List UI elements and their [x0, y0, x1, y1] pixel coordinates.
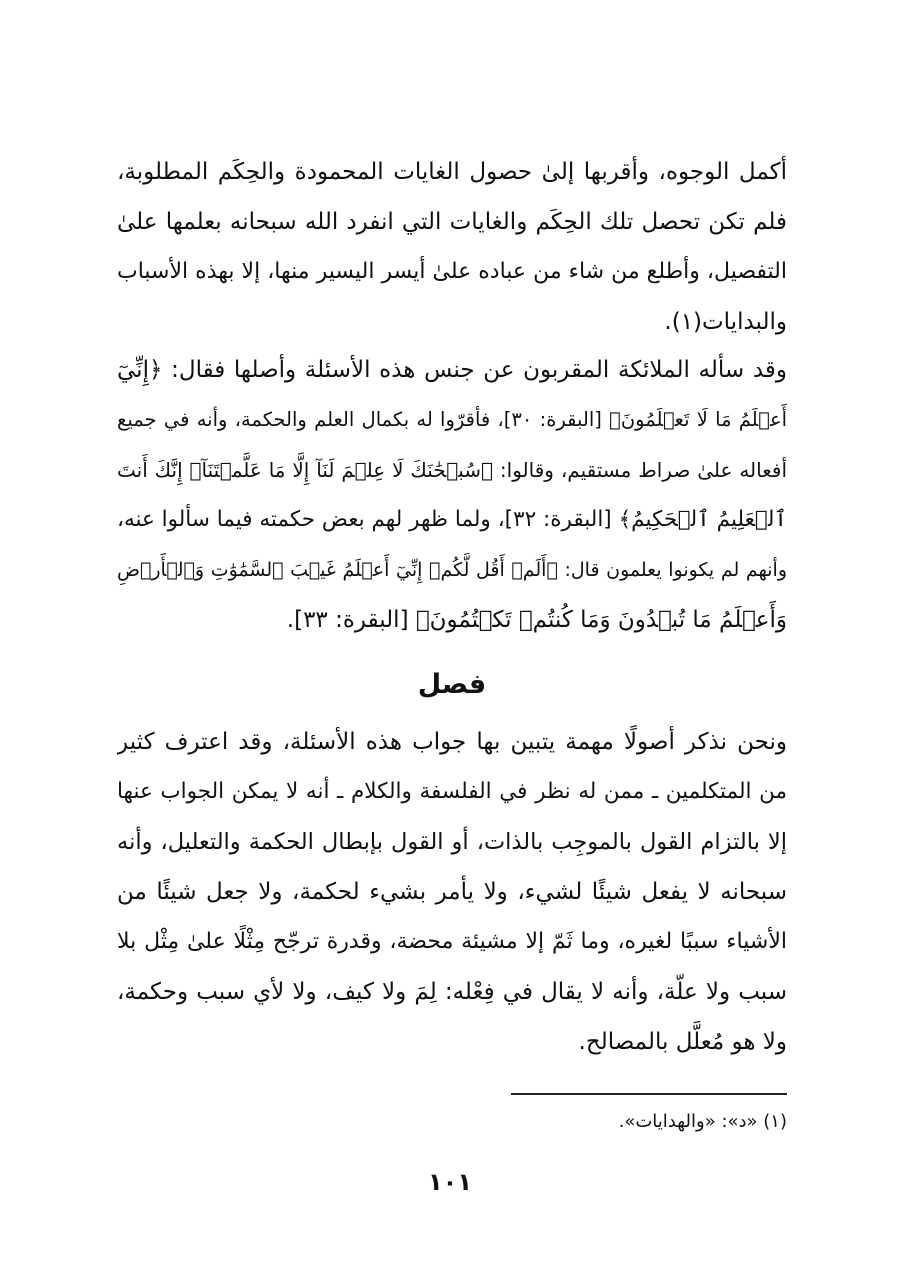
paragraph-3-line: سبحانه لا يفعل شيئًا لشيء، ولا يأمر بشيء لحكمة، ولا جعل شيئًا من [117, 879, 787, 905]
paragraph-2-line: وَأَعۡلَمُ مَا تُبۡدُونَ وَمَا كُنتُمۡ تَكۡتُمُونَ﴾ [البقرة: ٣٣]. [286, 607, 787, 633]
paragraph-3-line: ولا هو مُعلَّل بالمصالح. [578, 1029, 787, 1055]
paragraph-3-line: ونحن نذكر أصولًا مهمة يتبين بها جواب هذه الأسئلة، وقد اعترف كثير [117, 729, 787, 755]
paragraph-2-line: ٱلۡعَلِيمُ ٱلۡحَكِيمُ﴾ [البقرة: ٣٢]، ولما ظهر لهم بعض حكمته فيما سألوا عنه، [117, 507, 787, 532]
paragraph-1-line: فلم تكن تحصل تلك الحِكَم والغايات التي انفرد الله سبحانه بعلمها علىٰ [117, 209, 787, 235]
footnote: (١) «د»: «والهدايات». [618, 1111, 787, 1132]
section-heading: فصل [417, 669, 487, 700]
paragraph-3-line: إلا بالتزام القول بالموجِب بالذات، أو القول بإبطال الحكمة والتعليل، وأنه [117, 829, 787, 855]
paragraph-1-line: والبدايات(١). [664, 309, 787, 335]
page-number: ١٠١ [428, 1168, 472, 1196]
paragraph-1-line: التفصيل، وأطلع من شاء من عباده علىٰ أيسر اليسير منها، إلا بهذه الأسباب [117, 259, 787, 284]
paragraph-2-line: وأنهم لم يكونوا يعلمون قال: ﴿أَلَمۡ أَقُل لَّكُمۡ إِنِّيٓ أَعۡلَمُ غَيۡبَ ٱلسَّمَٰوَٰتِ وَٱلۡأَرۡضِ [117, 559, 787, 581]
paragraph-2-line: أَعۡلَمُ مَا لَا تَعۡلَمُونَ﴾ [البقرة: ٣٠]، فأقرّوا له بكمال العلم والحكمة، وأنه في جميع [117, 408, 787, 431]
paragraph-3 [117, 717, 787, 1067]
paragraph-2-line: وقد سأله الملائكة المقربون عن جنس هذه الأسئلة وأصلها فقال: ﴿إِنِّيٓ [117, 357, 787, 383]
paragraph-1 [117, 147, 787, 347]
paragraph-3-line: من المتكلمين ـ ممن له نظر في الفلسفة والكلام ـ أنه لا يمكن الجواب عنها [117, 779, 787, 804]
footnote-divider [511, 1093, 787, 1095]
paragraph-3-line: الأشياء سببًا لغيره، وما ثَمّ إلا مشيئة محضة، وقدرة ترجّح مِثْلًا علىٰ مِثْل بلا [117, 929, 787, 954]
paragraph-3-line: سبب ولا علّة، وأنه لا يقال في فِعْله: لِمَ ولا كيف، ولا لأي سبب وحكمة، [117, 979, 787, 1005]
paragraph-1-line: أكمل الوجوه، وأقربها إلىٰ حصول الغايات المحمودة والحِكَم المطلوبة، [117, 159, 787, 185]
paragraph-2-line: أفعاله علىٰ صراط مستقيم، وقالوا: ﴿سُبۡحَٰنَكَ لَا عِلۡمَ لَنَآ إِلَّا مَا عَلَّمۡتَنَآۖ إِنَّكَ أَنتَ [117, 458, 787, 482]
paragraph-2 [117, 345, 787, 645]
